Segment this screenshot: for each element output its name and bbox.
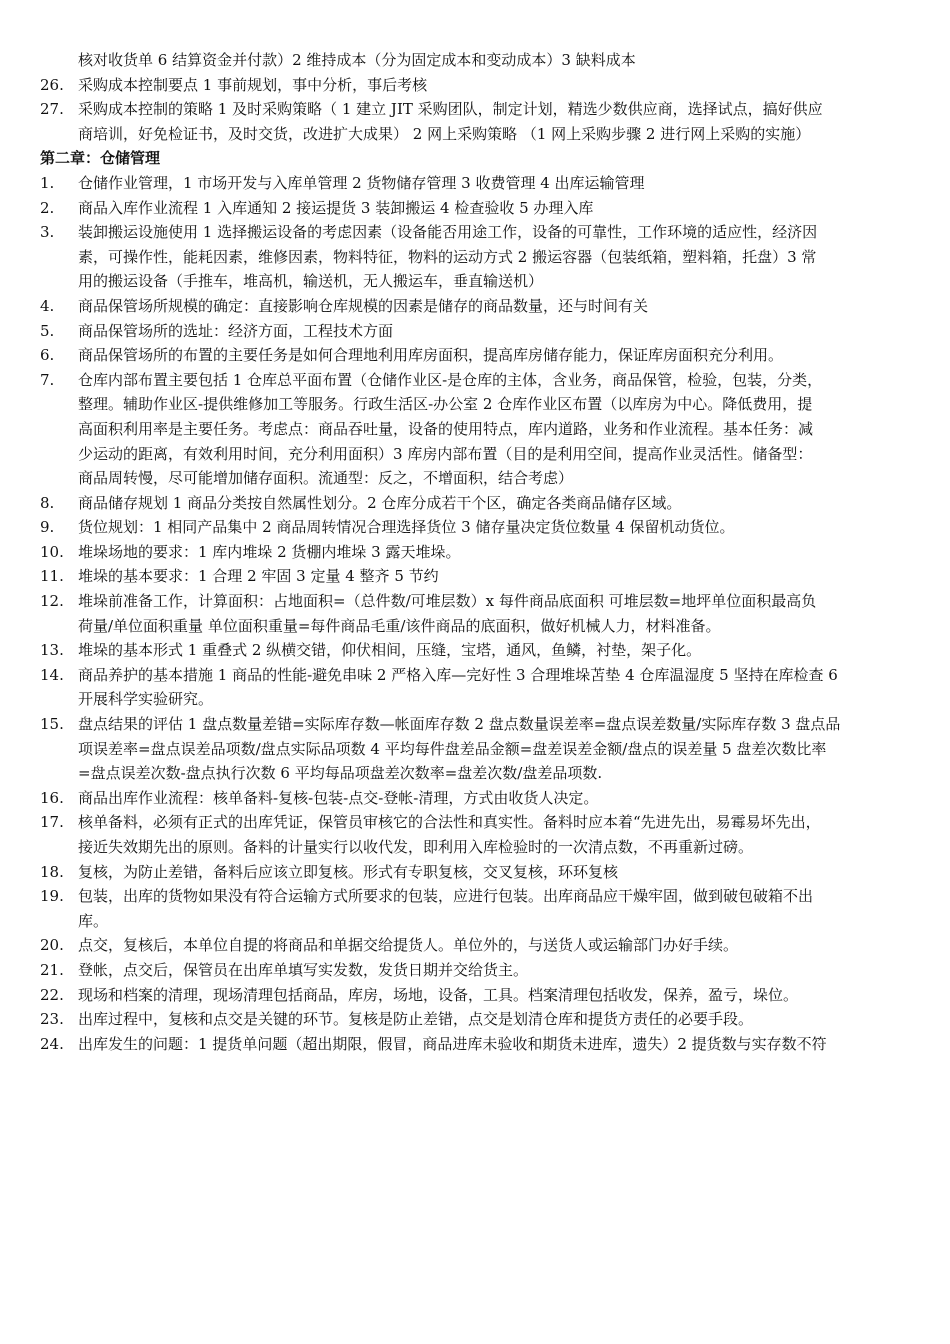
list-item-number: 10. — [40, 542, 64, 561]
list-item-text: 采购成本控制的策略 1 及时采购策略（ 1 建立 JIT 采购团队，制定计划，精选少数供应商，选择试点，搞好供应 — [78, 100, 823, 119]
list-item-number: 16. — [40, 788, 64, 807]
list-item-number: 21. — [40, 960, 64, 979]
list-item-text: 堆垛的基本形式 1 重叠式 2 纵横交错，仰伏相间，压缝，宝塔，通风，鱼鳞，衬垫，架子化。 — [78, 641, 702, 660]
list-item — [40, 319, 910, 344]
list-item-text: 核单备料，必须有正式的出库凭证，保管员审核它的合法性和真实性。备料时应本着“先进先出，易霉易坏先出， — [78, 813, 821, 832]
list-item — [40, 491, 910, 516]
list-item-text: 商品保管场所的布置的主要任务是如何合理地利用库房面积，提高库房储存能力，保证库房面积充分利用。 — [78, 346, 784, 365]
list-item — [40, 933, 910, 958]
list-item-text: 商品保管场所的选址：经济方面，工程技术方面 — [78, 321, 394, 340]
list-item-text: 商品出库作业流程：核单备料-复核-包装-点交-登帐-清理，方式由收货人决定。 — [78, 788, 599, 807]
continuation-line: 商培训，好免检证书，及时交货，改进扩大成果） 2 网上采购策略 （1 网上采购步骤 2 进行网上采购的实施） — [78, 124, 811, 143]
continuation-line: 高面积利用率是主要任务。考虑点：商品吞吐量，设备的使用特点，库内道路，业务和作业流程。基本任务：减 — [78, 419, 814, 438]
list-item — [40, 638, 910, 663]
list-item — [40, 515, 910, 540]
list-item — [40, 1032, 910, 1057]
list-item-text: 出库过程中，复核和点交是关键的环节。复核是防止差错，点交是划清仓库和提货方责任的必要手段。 — [78, 1010, 754, 1029]
list-item — [40, 712, 910, 737]
list-item-text: 包装，出库的货物如果没有符合运输方式所要求的包装，应进行包装。出库商品应干燥牢固，做到破包破箱不出 — [78, 887, 814, 906]
list-item-text: 商品储存规划 1 商品分类按自然属性划分。2 仓库分成若干个区，确定各类商品储存区域。 — [78, 493, 682, 512]
continuation-line: 素，可操作性，能耗因素，维修因素，物料特征，物料的运动方式 2 搬运容器（包装纸箱，塑料箱，托盘）3 常 — [78, 247, 817, 266]
list-item-number: 4. — [40, 296, 55, 315]
continuation-line: 商品周转慢，尽可能增加储存面积。流通型：反之，不增面积，结合考虑） — [78, 469, 574, 488]
list-item — [40, 810, 910, 835]
continuation-line: 整理。辅助作业区-提供维修加工等服务。行政生活区-办公室 2 仓库作业区布置（以库房为中心。降低费用，提 — [78, 395, 813, 414]
list-item-number: 12. — [40, 592, 64, 611]
list-item-number: 17. — [40, 813, 64, 832]
list-item-text: 登帐，点交后，保管员在出库单填写实发数，发货日期并交给货主。 — [78, 960, 529, 979]
list-item — [40, 589, 910, 614]
list-item-number: 13. — [40, 641, 64, 660]
list-item-number: 26. — [40, 75, 64, 94]
list-item — [40, 294, 910, 319]
list-item-number: 11. — [40, 567, 64, 586]
list-item — [40, 196, 910, 221]
continuation-line: 用的搬运设备（手推车，堆高机，输送机，无人搬运车，垂直输送机） — [78, 272, 544, 291]
list-item-number: 3. — [40, 223, 55, 242]
list-item-number: 19. — [40, 887, 64, 906]
list-item-number: 1. — [40, 173, 55, 192]
list-item-number: 9. — [40, 518, 55, 537]
list-item-text: 仓储作业管理，1 市场开发与入库单管理 2 货物储存管理 3 收费管理 4 出库运输管理 — [78, 173, 645, 192]
continuation-line: 库。 — [78, 911, 109, 930]
list-item — [40, 73, 910, 98]
list-item-number: 5. — [40, 321, 55, 340]
continuation-line: 少运动的距离，有效利用时间，充分利用面积）3 库房内部布置（目的是利用空间，提高作业灵活性。储备型： — [78, 444, 813, 463]
list-item — [40, 540, 910, 565]
continuation-line: 核对收货单 6 结算资金并付款）2 维持成本（分为固定成本和变动成本）3 缺料成本 — [78, 51, 636, 69]
list-item — [40, 343, 910, 368]
list-item-number: 14. — [40, 665, 64, 684]
list-item — [40, 663, 910, 688]
list-item — [40, 171, 910, 196]
list-item — [40, 884, 910, 909]
list-item-number: 18. — [40, 862, 64, 881]
list-item-number: 27. — [40, 100, 64, 119]
list-item-text: 商品保管场所规模的确定：直接影响仓库规模的因素是储存的商品数量，还与时间有关 — [78, 296, 649, 315]
list-item-number: 6. — [40, 346, 55, 365]
list-item — [40, 958, 910, 983]
list-item-text: 商品入库作业流程 1 入库通知 2 接运提货 3 装卸搬运 4 检查验收 5 办理入库 — [78, 198, 594, 217]
list-item-number: 2. — [40, 198, 55, 217]
list-item — [40, 564, 910, 589]
continuation-line: 开展科学实验研究。 — [78, 690, 214, 709]
list-item-number: 20. — [40, 936, 64, 955]
list-item-text: 现场和档案的清理，现场清理包括商品，库房，场地，设备，工具。档案清理包括收发，保养，盈亏，垛位。 — [78, 985, 799, 1004]
list-item-text: 点交，复核后，本单位自提的将商品和单据交给提货人。单位外的，与送货人或运输部门办好手续。 — [78, 936, 739, 955]
list-item — [40, 860, 910, 885]
list-item-text: 采购成本控制要点 1 事前规划，事中分析，事后考核 — [78, 75, 428, 94]
list-item-text: 装卸搬运设施使用 1 选择搬运设备的考虑因素（设备能否用途工作，设备的可靠性，工作环境的适应性，经济因 — [78, 223, 818, 242]
list-item-text: 堆垛的基本要求：1 合理 2 牢固 3 定量 4 整齐 5 节约 — [78, 567, 439, 586]
list-item-text: 复核，为防止差错，备料后应该立即复核。形式有专职复核，交叉复核，环环复核 — [78, 862, 619, 881]
continuation-line: 荷量/单位面积重量 单位面积重量=每件商品毛重/该件商品的底面积，做好机械人力，材料准备。 — [78, 616, 721, 635]
list-item-number: 7. — [40, 370, 55, 389]
list-item-number: 15. — [40, 715, 64, 734]
continuation-line: 接近失效期先出的原则。备料的计量实行以收代发，即利用入库检验时的一次清点数，不再重新过磅。 — [78, 838, 754, 856]
continuation-line: 项误差率=盘点误差品项数/盘点实际品项数 4 平均每件盘差品金额=盘差误差金额/盘点的误差量 5 盘差次数比率 — [78, 739, 827, 758]
list-item-text: 盘点结果的评估 1 盘点数量差错=实际库存数—帐面库存数 2 盘点数量误差率=盘点误差数量/实际库存数 3 盘点品 — [78, 715, 841, 734]
list-item-number: 24. — [40, 1034, 64, 1053]
list-item — [40, 786, 910, 811]
list-item — [40, 1007, 910, 1032]
list-item — [40, 97, 910, 122]
section-heading: 第二章：仓储管理 — [40, 149, 161, 168]
list-item-text: 出库发生的问题：1 提货单问题（超出期限，假冒，商品进库未验收和期货未进库，遗失）2 提货数与实存数不符 — [78, 1034, 827, 1053]
list-item — [40, 220, 910, 245]
list-item-number: 8. — [40, 493, 55, 512]
continuation-line: =盘点误差次数-盘点执行次数 6 平均每品项盘差次数率=盘差次数/盘差品项数. — [78, 764, 603, 783]
list-item-text: 货位规划：1 相同产品集中 2 商品周转情况合理选择货位 3 储存量决定货位数量 4 保留机动货位。 — [78, 518, 735, 537]
list-item-number: 23. — [40, 1010, 64, 1029]
list-item-text: 堆垛前准备工作，计算面积：占地面积=（总件数/可堆层数）x 每件商品底面积 可堆层数=地坪单位面积最高负 — [78, 592, 817, 611]
list-item-text: 堆垛场地的要求：1 库内堆垛 2 货棚内堆垛 3 露天堆垛。 — [78, 542, 461, 561]
list-item-text: 商品养护的基本措施 1 商品的性能-避免串味 2 严格入库—完好性 3 合理堆垛苫垫 4 仓库温湿度 5 坚持在库检查 6 — [78, 665, 838, 684]
list-item-text: 仓库内部布置主要包括 1 仓库总平面布置（仓储作业区-是仓库的主体，含业务，商品保管，检验，包装，分类， — [78, 370, 823, 389]
list-item-number: 22. — [40, 985, 64, 1004]
list-item — [40, 983, 910, 1008]
list-item — [40, 368, 910, 393]
